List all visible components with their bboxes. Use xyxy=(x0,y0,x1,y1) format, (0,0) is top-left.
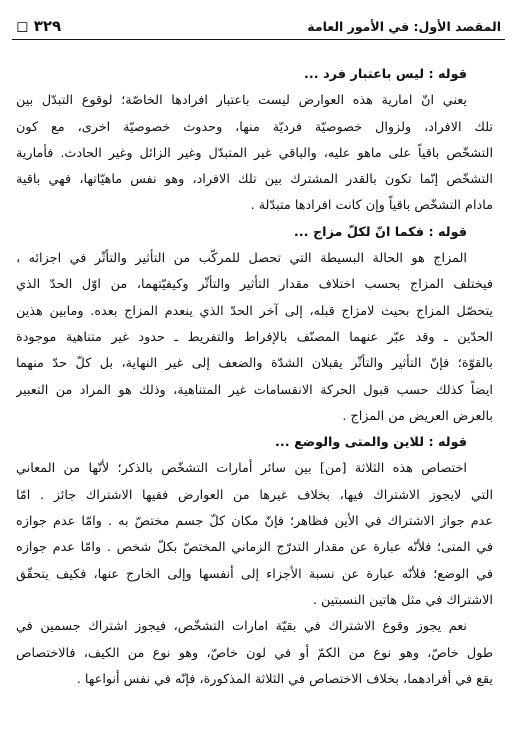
text-line: المزاج هو الحالة البسيطة التي تحصل للمركّب من التأثير والتأثّر في اجزائه ، xyxy=(16,251,467,267)
text-line: يتحصّل المزاج بحيث لامزاج قبله، إلى آخر الحدّ الذي ينعدم المزاج بعده. ومابين هذين xyxy=(16,303,493,319)
running-title: المقصد الأول: في الأمور العامة xyxy=(307,18,501,34)
text-line: التشخّص إنّما تكون بالقدر المشترك بين تلك الافراد، وهو نفس ماهيّاتها، فهي باقية xyxy=(16,172,493,188)
text-line: الحدّين ـ وقد عبّر عنهما المصنّف بالإفراط والتفريط ـ حدود غير متناهية موجودة xyxy=(16,329,493,345)
text-line: تلك الافراد، ولزوال خصوصيّة فرديّة منها، وحدوث خصوصيّة اخرى، مع كون xyxy=(16,119,493,135)
text-line: في الوضع؛ فلأنّه عبارة عن نسبة الأجزاء إلى أنفسها وإلى الخارج عنها، فكيف يتحقّق xyxy=(16,566,493,582)
text-line: اختصاص هذه الثلاثة [من] بين سائر أمارات التشخّص بالذكر؛ لأنّها من المعاني xyxy=(16,461,467,477)
text-line: عدم جواز الاشتراك في الأين فظاهر؛ فإنّ مكان كلّ جسم مختصّ به . وامّا عدم جوازه xyxy=(16,514,493,530)
text-line: يقع في أفرادهما، بخلاف الاختصاص في الثلاثة المذكورة، فإنّه في نفس أنواعها . xyxy=(76,671,493,687)
text-line: فيختلف المزاج بحسب اختلاف مقدار التأثير والتأثّر وكيفيّتهما، من اوّل الحدّ الذي xyxy=(16,277,493,293)
text-line: نعم يجوز وقوع الاشتراك في بقيّة امارات التشخّص، فيجوز اشتراك جسمين في xyxy=(16,619,467,635)
section-heading: قوله : ليس باعتبار فرد ... xyxy=(304,67,467,82)
page-body xyxy=(16,62,493,693)
text-line: في المتى؛ فلأنّه عبارة عن مقدار التدرّج الزماني المختصّ بكلّ شخص . وامّا عدم جوازه xyxy=(16,540,493,556)
text-line: التشخّص باقياً على ماهو عليه، والباقي غير المتبدّل وغير الزائل وغير الحادث. فأمارية xyxy=(16,145,493,161)
text-line: ايضاً كذلك حسب قبول الحركة الانقسامات غير المتناهية، وذلك هو المراد من التعبير xyxy=(16,382,493,398)
text-line: بالقوّة؛ فإنّ التأثير والتأثّر يقبلان الشدّة والضعف إلى غير النهاية، بل كلّ حدّ منهما xyxy=(16,356,493,372)
text-line: بالعرض العريض من المزاج . xyxy=(342,408,493,424)
text-line: التي لايجوز الاشتراك فيها، بخلاف غيرها من العوارض ففيها الاشتراك جائز . امّا xyxy=(16,487,493,503)
text-line: الاشتراك في مثل هاتين النسبتين . xyxy=(312,592,493,608)
text-line: يعني انّ امارية هذه العوارض ليست باعتبار افرادها الخاصّة؛ لوقوع التبدّل بين xyxy=(16,93,467,109)
page-number: ٣٢٩ ◻ xyxy=(16,17,62,35)
text-line: طول خاصّ، وهو نوع من الكمّ أو في لون خاصّ، وهو نوع من الكيف، فالاختصاص xyxy=(16,645,493,661)
header-rule xyxy=(12,39,505,40)
section-heading: قوله : للاين والمتى والوضع ... xyxy=(275,435,467,451)
section-heading: قوله : فكما انّ لكلّ مزاج ... xyxy=(293,224,467,240)
text-line: مادام التشخّص باقياً وإن كانت افرادها متبدّلة . xyxy=(250,198,493,214)
page-header xyxy=(16,16,501,36)
